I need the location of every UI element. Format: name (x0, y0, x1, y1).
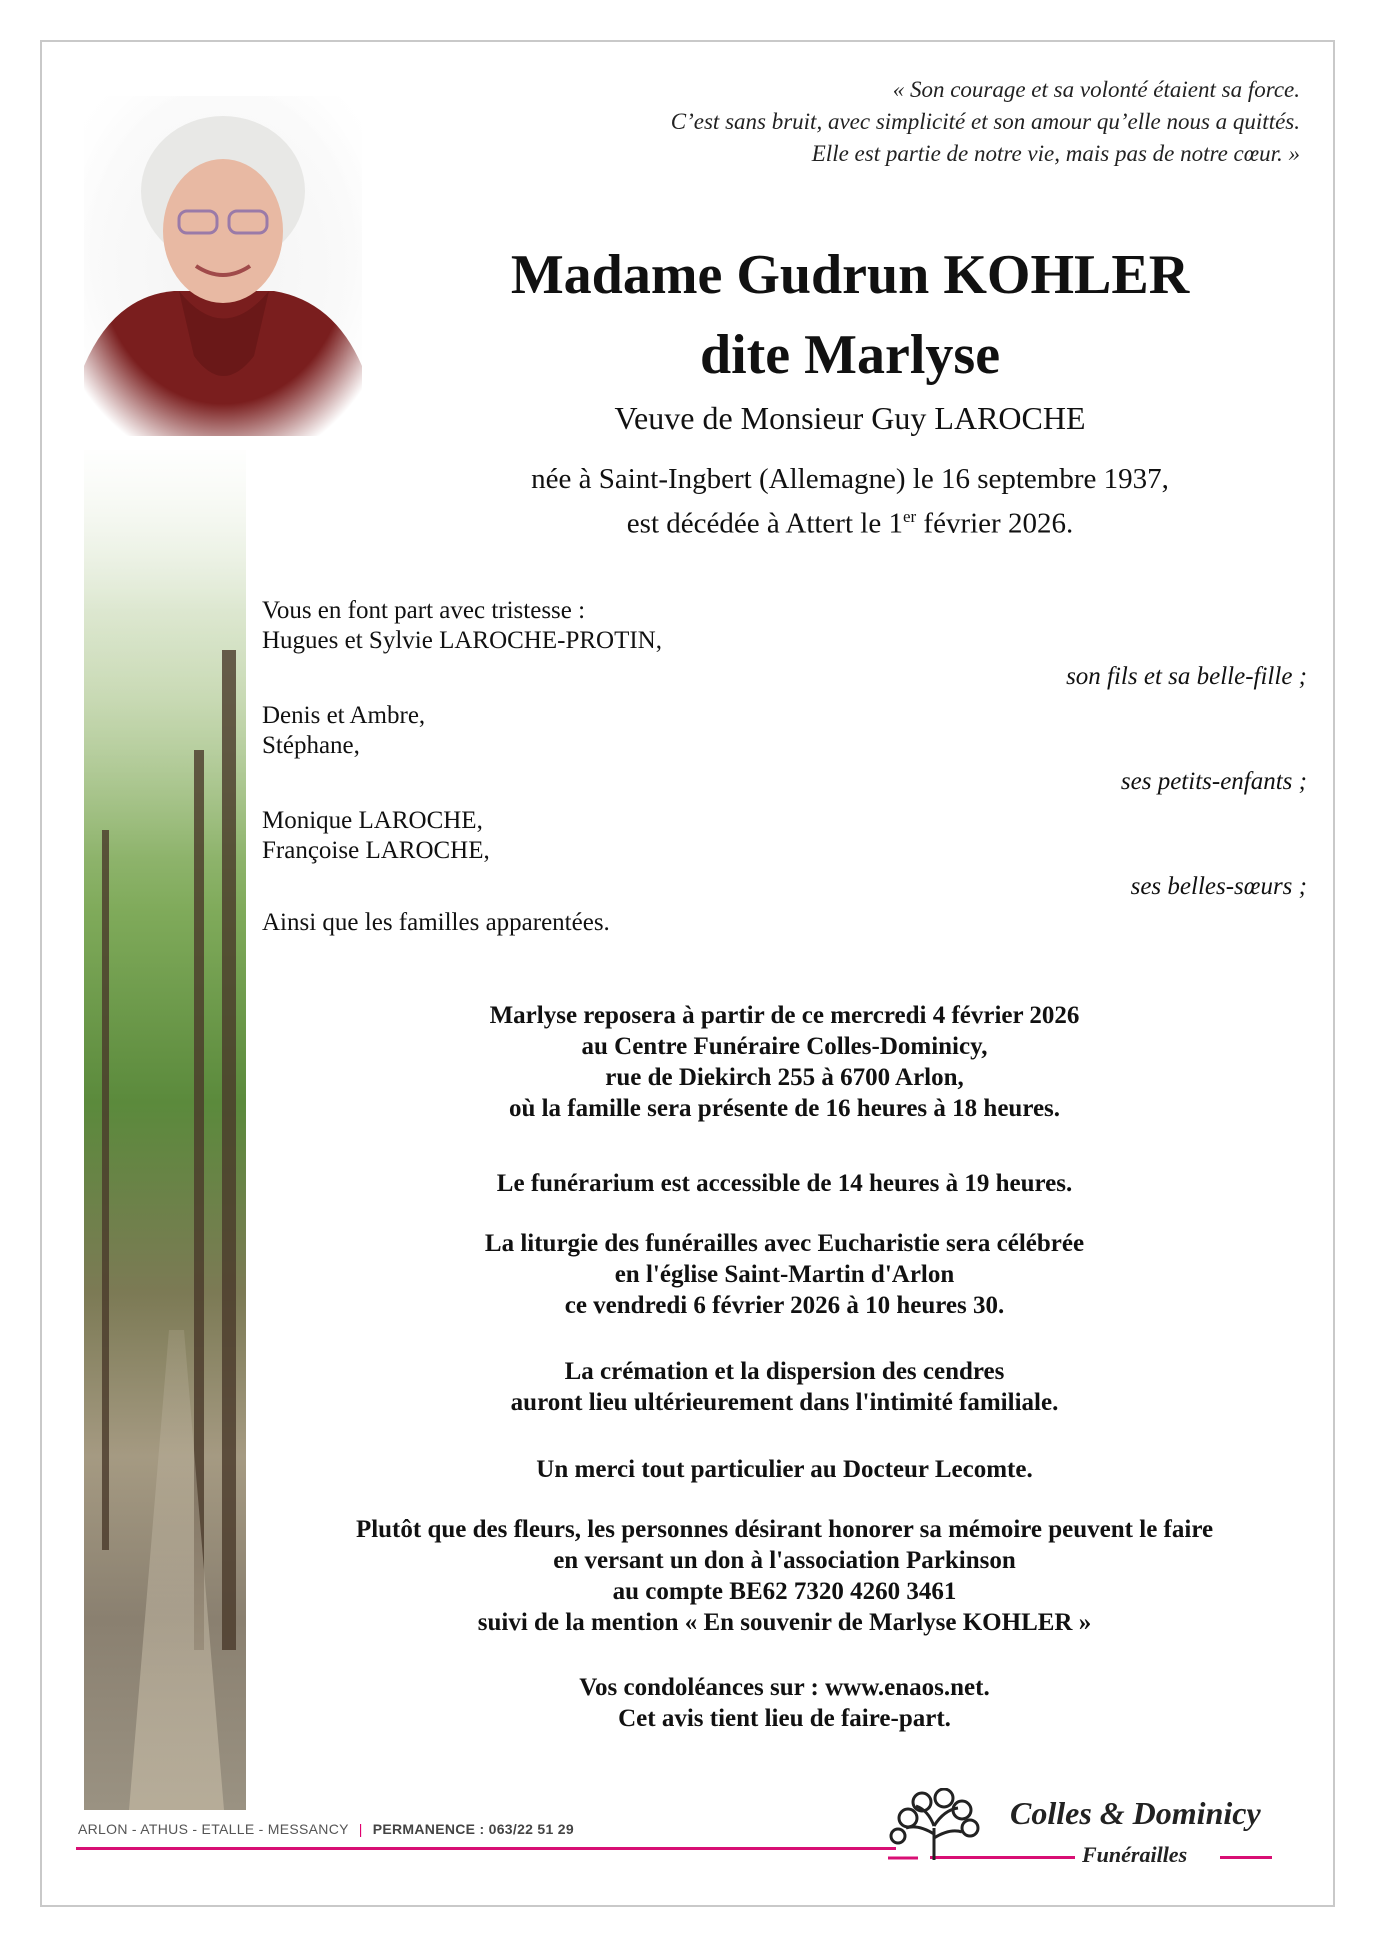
liturgy-info (262, 1228, 1307, 1321)
family-names: Françoise LAROCHE, (262, 837, 490, 864)
family-names: Stéphane, (262, 732, 360, 759)
birth-death-dates (400, 460, 1300, 543)
info-line: auront lieu ultérieurement dans l'intimité familiale. (510, 1389, 1059, 1416)
info-line: suivi de la mention « En souvenir de Marlyse KOHLER » (477, 1609, 1092, 1636)
info-line: La crémation et la dispersion des cendres (564, 1358, 1005, 1385)
footer-pink-line (76, 1847, 896, 1850)
thanks-line (262, 1454, 1307, 1485)
family-relation: ses belles-sœurs ; (1130, 873, 1307, 900)
family-relation: ses petits-enfants ; (1120, 768, 1307, 795)
condolences-info (262, 1672, 1307, 1734)
info-line: Vos condoléances sur : www.enaos.net. (579, 1674, 990, 1701)
info-line: rue de Diekirch 255 à 6700 Arlon, (605, 1064, 964, 1091)
forest-path-image (84, 450, 246, 1810)
info-line: au compte BE62 7320 4260 3461 (612, 1578, 957, 1605)
info-line: en versant un don à l'association Parkinson (553, 1547, 1016, 1574)
logo-subtitle: Funérailles (1082, 1842, 1188, 1867)
info-line: Un merci tout particulier au Docteur Lecomte. (536, 1456, 1033, 1483)
family-relation: son fils et sa belle-fille ; (1066, 663, 1307, 690)
family-closing: Ainsi que les familles apparentées. (262, 909, 610, 936)
family-list (262, 596, 1307, 938)
quote-line: C’est sans bruit, avec simplicité et son amour qu’elle nous a quittés. (670, 109, 1300, 134)
funerarium-hours (262, 1168, 1307, 1199)
visitation-info (262, 1000, 1307, 1124)
footer-contact (78, 1821, 574, 1837)
family-names: Hugues et Sylvie LAROCHE-PROTIN, (262, 627, 662, 654)
death-superscript: er (902, 507, 917, 526)
donation-info (262, 1514, 1307, 1638)
portrait-photo (84, 96, 362, 436)
logo-underline-right (1220, 1856, 1272, 1859)
info-line: au Centre Funéraire Colles-Dominicy, (581, 1033, 988, 1060)
death-date-suffix: février 2026. (916, 507, 1074, 540)
family-names: Denis et Ambre, (262, 702, 426, 729)
family-names: Monique LAROCHE, (262, 807, 483, 834)
logo-name: Colles & Dominicy (1010, 1795, 1261, 1831)
death-text: est décédée à Attert le 1 (626, 507, 903, 540)
info-line: Marlyse reposera à partir de ce mercredi 4 février 2026 (489, 1002, 1080, 1029)
birth-line: née à Saint-Ingbert (Allemagne) le 16 septembre 1937, (531, 463, 1169, 495)
info-line: Cet avis tient lieu de faire-part. (618, 1705, 951, 1732)
memorial-quote (400, 74, 1300, 170)
family-intro: Vous en font part avec tristesse : (262, 597, 586, 624)
info-line: en l'église Saint-Martin d'Arlon (614, 1261, 955, 1288)
footer-permanence: PERMANENCE : 063/22 51 29 (372, 1821, 574, 1837)
deceased-nickname: dite Marlyse (699, 324, 1001, 386)
tree-logo-icon (888, 1788, 988, 1860)
info-line: Le funérarium est accessible de 14 heures à 19 heures. (496, 1170, 1073, 1197)
info-line: ce vendredi 6 février 2026 à 10 heures 30. (564, 1292, 1005, 1319)
widow-line: Veuve de Monsieur Guy LAROCHE (614, 400, 1086, 436)
info-line: La liturgie des funérailles avec Eucharistie sera célébrée (484, 1230, 1085, 1257)
footer-separator: | (358, 1821, 363, 1837)
death-line (400, 498, 1300, 543)
info-line: où la famille sera présente de 16 heures à 18 heures. (508, 1095, 1061, 1122)
cremation-info (262, 1356, 1307, 1418)
deceased-name: Madame Gudrun KOHLER (510, 244, 1190, 306)
quote-line: Elle est partie de notre vie, mais pas de notre cœur. » (811, 141, 1300, 166)
footer-locations: ARLON - ATHUS - ETALLE - MESSANCY (78, 1821, 349, 1837)
info-line: Plutôt que des fleurs, les personnes désirant honorer sa mémoire peuvent le faire (355, 1516, 1214, 1543)
quote-line: « Son courage et sa volonté étaient sa force. (892, 77, 1300, 102)
